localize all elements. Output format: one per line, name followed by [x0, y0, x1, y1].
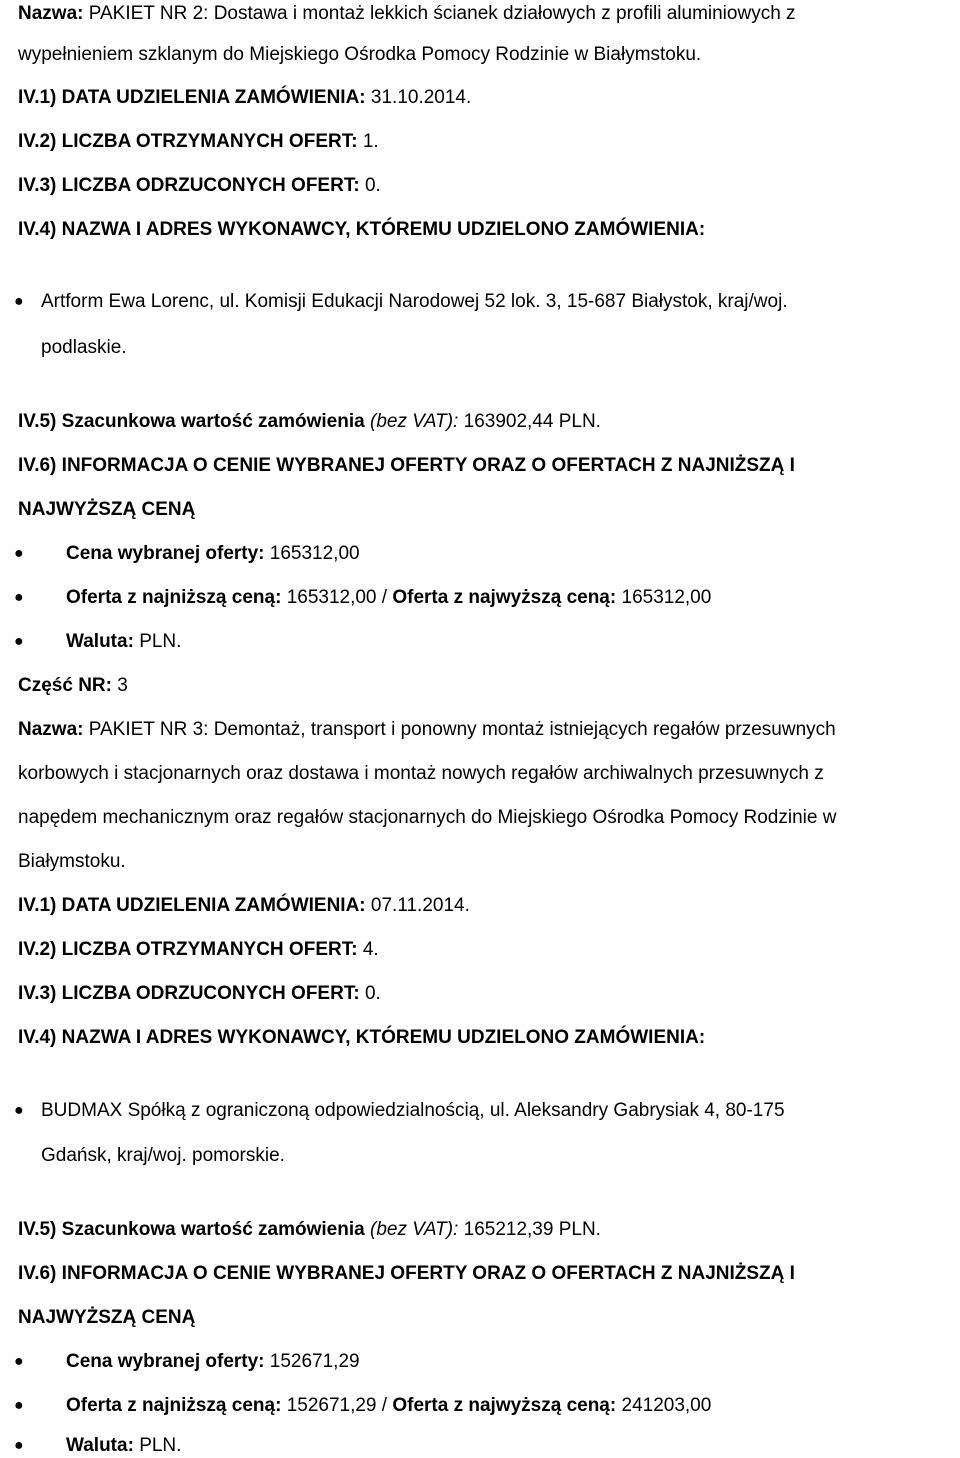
part3-name-line: napędem mechanicznym oraz regałów stacjonarnych do Miejskiego Ośrodka Pomocy Rodzinie w — [18, 807, 837, 828]
part2-offers-received — [18, 130, 956, 154]
award-date-value: 31.10.2014. — [370, 87, 472, 108]
name-label: Nazwa: — [18, 719, 84, 740]
name-text: PAKIET NR 2: Dostawa i montaż lekkich ścianek działowych z profili aluminiowych z — [88, 3, 796, 24]
highest-offer-label: Oferta z najwyższą ceną: — [392, 587, 617, 608]
bullet: ● — [14, 1397, 24, 1414]
estimate-vat-note: (bez VAT): — [370, 411, 459, 432]
part3-offer-range — [66, 1394, 956, 1418]
part2-contractor-address: podlaskie. — [41, 337, 127, 358]
part2-estimated-value — [18, 410, 956, 434]
name-label: Nazwa: — [18, 3, 84, 24]
offers-rejected-label: IV.3) LICZBA ODRZUCONYCH OFERT: — [18, 983, 360, 1004]
highest-offer-value: 241203,00 — [621, 1395, 712, 1416]
selected-offer-label: Cena wybranej oferty: — [66, 1351, 265, 1372]
part2-contractor-heading: IV.4) NAZWA I ADRES WYKONAWCY, KTÓREMU UDZIELONO ZAMÓWIENIA: — [18, 219, 706, 240]
offers-rejected-value: 0. — [364, 983, 381, 1004]
currency-label: Waluta: — [66, 1435, 134, 1456]
estimate-value: 165212,39 PLN. — [463, 1219, 601, 1240]
part3-award-date — [18, 894, 956, 918]
offers-rejected-label: IV.3) LICZBA ODRZUCONYCH OFERT: — [18, 175, 360, 196]
part3-selected-offer — [66, 1350, 956, 1374]
part3-name-line: korbowych i stacjonarnych oraz dostawa i montaż nowych regałów archiwalnych przesuwnych z — [18, 763, 824, 784]
currency-value: PLN. — [139, 1435, 182, 1456]
currency-value: PLN. — [139, 631, 182, 652]
bullet: ● — [14, 589, 24, 606]
part2-name-line — [18, 43, 956, 67]
estimate-label: IV.5) Szacunkowa wartość zamówienia — [18, 411, 365, 432]
name-text: PAKIET NR 3: Demontaż, transport i ponowny montaż istniejących regałów przesuwnych — [88, 719, 836, 740]
part-number-value: 3 — [117, 675, 128, 696]
part3-contractor-address: BUDMAX Spółką z ograniczoną odpowiedzialnością, ul. Aleksandry Gabrysiak 4, 80-175 — [41, 1100, 785, 1121]
part3-price-heading: IV.6) INFORMACJA O CENIE WYBRANEJ OFERTY ORAZ O OFERTACH Z NAJNIŻSZĄ I — [18, 1263, 795, 1284]
part3-name-line: Białymstoku. — [18, 851, 126, 872]
bullet: ● — [14, 633, 24, 650]
part-number-label: Część NR: — [18, 675, 112, 696]
part3-contractor-address: Gdańsk, kraj/woj. pomorskie. — [41, 1145, 285, 1166]
offers-received-value: 1. — [362, 131, 379, 152]
part3-price-heading: NAJWYŻSZĄ CENĄ — [18, 1307, 196, 1328]
estimate-vat-note: (bez VAT): — [370, 1219, 459, 1240]
part3-part-number — [18, 674, 956, 698]
lowest-offer-value: 165312,00 / — [286, 587, 388, 608]
part3-currency — [66, 1434, 956, 1458]
part2-offer-range — [66, 586, 956, 610]
highest-offer-label: Oferta z najwyższą ceną: — [392, 1395, 617, 1416]
part2-offers-rejected — [18, 174, 956, 198]
name-text: wypełnieniem szklanym do Miejskiego Ośrodka Pomocy Rodzinie w Białymstoku. — [18, 44, 702, 65]
selected-offer-label: Cena wybranej oferty: — [66, 543, 265, 564]
bullet: ● — [14, 1353, 24, 1370]
part2-currency — [66, 630, 956, 654]
part2-name-line — [18, 2, 956, 26]
award-date-value: 07.11.2014. — [370, 895, 470, 916]
bullet: ● — [14, 293, 24, 310]
award-date-label: IV.1) DATA UDZIELENIA ZAMÓWIENIA: — [18, 895, 366, 916]
part2-contractor-address: Artform Ewa Lorenc, ul. Komisji Edukacji Narodowej 52 lok. 3, 15-687 Białystok, kraj/woj. — [41, 291, 788, 312]
part2-price-heading: NAJWYŻSZĄ CENĄ — [18, 499, 196, 520]
highest-offer-value: 165312,00 — [621, 587, 712, 608]
bullet: ● — [14, 545, 24, 562]
offers-received-label: IV.2) LICZBA OTRZYMANYCH OFERT: — [18, 131, 358, 152]
part3-offers-received — [18, 938, 956, 962]
part3-contractor-heading: IV.4) NAZWA I ADRES WYKONAWCY, KTÓREMU UDZIELONO ZAMÓWIENIA: — [18, 1027, 706, 1048]
part2-selected-offer — [66, 542, 956, 566]
bullet: ● — [14, 1437, 24, 1454]
estimate-value: 163902,44 PLN. — [463, 411, 601, 432]
award-date-label: IV.1) DATA UDZIELENIA ZAMÓWIENIA: — [18, 87, 366, 108]
selected-offer-value: 165312,00 — [269, 543, 360, 564]
currency-label: Waluta: — [66, 631, 134, 652]
lowest-offer-label: Oferta z najniższą ceną: — [66, 587, 282, 608]
part3-offers-rejected — [18, 982, 956, 1006]
estimate-label: IV.5) Szacunkowa wartość zamówienia — [18, 1219, 365, 1240]
part3-estimated-value — [18, 1218, 956, 1242]
offers-rejected-value: 0. — [364, 175, 381, 196]
lowest-offer-value: 152671,29 / — [286, 1395, 388, 1416]
part3-name-line — [18, 718, 956, 742]
bullet: ● — [14, 1102, 24, 1119]
offers-received-label: IV.2) LICZBA OTRZYMANYCH OFERT: — [18, 939, 358, 960]
part2-price-heading: IV.6) INFORMACJA O CENIE WYBRANEJ OFERTY ORAZ O OFERTACH Z NAJNIŻSZĄ I — [18, 455, 795, 476]
lowest-offer-label: Oferta z najniższą ceną: — [66, 1395, 282, 1416]
part2-award-date — [18, 86, 956, 110]
selected-offer-value: 152671,29 — [269, 1351, 360, 1372]
offers-received-value: 4. — [362, 939, 379, 960]
